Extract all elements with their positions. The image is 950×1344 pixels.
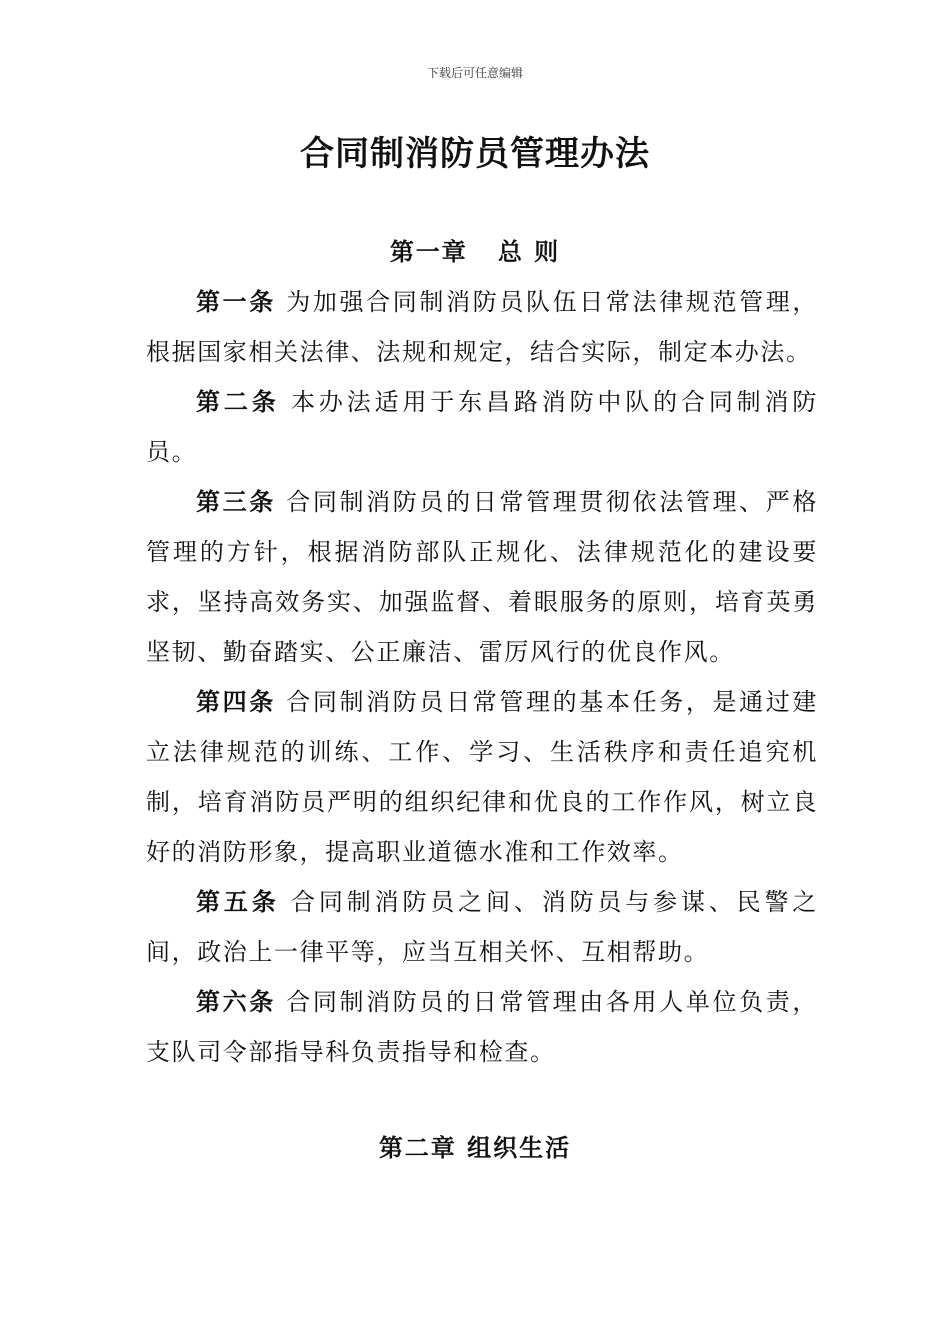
article-5	[146, 877, 818, 977]
article-5-label: 第五条	[196, 888, 280, 916]
article-3	[146, 477, 818, 677]
article-5-text: 合同制消防员之间、消防员与参谋、民警之间，政治上一律平等，应当互相关怀、互相帮助。	[146, 888, 818, 966]
article-3-label: 第三条	[196, 488, 276, 516]
chapter-1-heading	[0, 232, 950, 267]
article-2-label: 第二条	[196, 388, 280, 416]
article-1-text: 为加强合同制消防员队伍日常法律规范管理，根据国家相关法律、法规和规定，结合实际，制定本办法。	[146, 288, 819, 366]
article-2	[146, 377, 818, 477]
page-header-note: 下载后可任意编辑	[426, 66, 523, 80]
article-2-text: 本办法适用于东昌路消防中队的合同制消防员。	[146, 388, 818, 466]
chapter-1-body	[146, 277, 818, 1077]
chapter-1-label: 第一章	[389, 237, 468, 266]
article-3-text: 合同制消防员的日常管理贯彻依法管理、严格管理的方针，根据消防部队正规化、法律规范化的建设要求，坚持高效务实、加强监督、着眼服务的原则，培育英勇坚韧、勤奋踏实、公正廉洁、雷厉风行的优良作风。	[146, 488, 819, 666]
article-1-label: 第一条	[196, 288, 276, 316]
article-6-text: 合同制消防员的日常管理由各用人单位负责，支队司令部指导科负责指导和检查。	[146, 988, 819, 1066]
chapter-2-heading: 第二章 组织生活	[378, 1133, 572, 1162]
chapter-1-name: 总 则	[497, 237, 561, 266]
article-4-label: 第四条	[196, 688, 276, 716]
document-title: 合同制消防员管理办法	[300, 134, 650, 174]
article-4-text: 合同制消防员日常管理的基本任务，是通过建立法律规范的训练、工作、学习、生活秩序和责任追究机制，培育消防员严明的组织纪律和优良的工作作风，树立良好的消防形象，提高职业道德水准和工作效率。	[146, 688, 819, 866]
article-1	[146, 277, 818, 377]
article-6-label: 第六条	[196, 988, 276, 1016]
article-6	[146, 977, 818, 1077]
article-4	[146, 677, 818, 877]
